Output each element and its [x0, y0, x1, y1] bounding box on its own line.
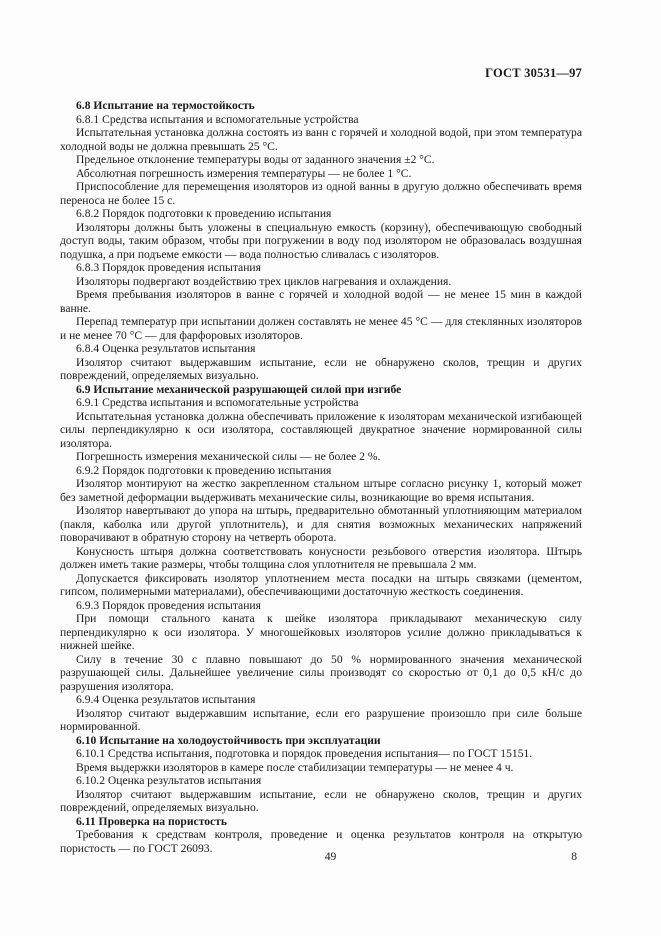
paragraph: Перепад температур при испытании должен составлять не менее 45 °С — для стеклянных изоляторов и не менее 70 °С — для фарфоровых изоляторов. [60, 315, 582, 342]
section-heading: 6.9 Испытание механической разрушающей силой при изгибе [76, 382, 402, 396]
section-heading: 6.11 Проверка на пористость [76, 814, 228, 828]
page-number: 49 [324, 850, 337, 863]
paragraph: Испытательная установка должна состоять из ванн с горячей и холодной водой, при этом температура холодной воды не должна превышать 25 °С. [60, 126, 582, 153]
paragraph: 6.10.1 Средства испытания, подготовка и порядок проведения испытания— по ГОСТ 15151. [76, 747, 533, 760]
paragraph: 6.10.2 Оценка результатов испытания [76, 774, 262, 787]
paragraph: Изолятор считают выдержавшим испытание, если не обнаружено сколов, трещин и других повреждений, определяемых визуально. [60, 355, 582, 382]
sheet-number: 8 [571, 850, 577, 863]
paragraph: Изоляторы должны быть уложены в специальную емкость (корзину), обеспечивающую свободный доступ воды, таким образом, чтобы при погружении в воду под изолятором не образовалась воздушная подушка, а при подъеме емкости — вода полностью сливалась с изоляторов. [60, 220, 582, 261]
paragraph: Изолятор считают выдержавшим испытание, если его разрушение произошло при силе больше нормированной. [60, 706, 582, 733]
document-code: ГОСТ 30531—97 [485, 66, 582, 80]
paragraph: Изолятор навертывают до упора на штырь, предварительно обмотанный уплотнияющим материалом (пакля, каболка или другой уплотнитель), и для снятия возможных механических напряжений поворачивают в обратную сторону на четверть оборота. [60, 504, 582, 544]
section-heading: 6.8 Испытание на термостойкость [76, 99, 255, 112]
paragraph: Предельное отклонение температуры воды от заданного значения ±2 °С. [76, 153, 435, 166]
paragraph: Приспособление для перемещения изоляторов из одной ванны в другую должно обеспечивать время переноса не более 15 с. [60, 180, 582, 207]
paragraph: 6.8.4 Оценка результатов испытания [76, 342, 256, 355]
paragraph: При помощи стального каната к шейке изолятора прикладывают механическую силу перпендикулярно к оси изолятора. У многошейковых изоляторов усилие должно прикладываться к нижней шейке. [60, 612, 582, 652]
paragraph: 6.9.4 Оценка результатов испытания [76, 693, 256, 706]
section-heading: 6.10 Испытание на холодоустойчивость при эксплуатации [76, 733, 381, 747]
paragraph: Время выдержки изоляторов в камере после стабилизации температуры — не менее 4 ч. [76, 760, 514, 774]
paragraph: Абсолютная погрешность измерения температуры — не более 1 °С. [76, 166, 412, 180]
paragraph: Конусность штыря должна соответствовать конусности резьбового отверстия изолятора. Штырь должен иметь такие размеры, чтобы толщина слоя уплотнителя не превышала 2 мм. [60, 544, 582, 571]
paragraph: Силу в течение 30 с плавно повышают до 50 % нормированного значения механической разрушающей силы. Дальнейшее увеличение силы производят со скоростью от 0,1 до 0,5 кН/с до разрушения изолятора. [60, 652, 582, 693]
paragraph: Время пребывания изоляторов в ванне с горячей и холодной водой — не менее 15 мин в каждой ванне. [60, 288, 582, 315]
paragraph: 6.9.2 Порядок подготовки к проведению испытания [76, 463, 332, 477]
paragraph: 6.8.2 Порядок подготовки к проведению испытания [76, 207, 332, 220]
paragraph: Изолятор монтируют на жестко закрепленном стальном штыре согласно рисунку 1, который может без заметной деформации выдерживать механические силы, возникающие во время испытания. [60, 477, 582, 504]
paragraph: 6.8.3 Порядок проведения испытания [76, 261, 261, 274]
document-body [60, 99, 582, 855]
paragraph: Изоляторы подвергают воздействию трех циклов нагревания и охлаждения. [76, 274, 452, 288]
paragraph: 6.8.1 Средства испытания и вспомогательные устройства [76, 112, 359, 126]
paragraph: 6.9.3 Порядок проведения испытания [76, 598, 261, 612]
paragraph: Погрешность измерения механической силы — не более 2 %. [76, 450, 381, 463]
paragraph: 6.9.1 Средства испытания и вспомогательные устройства [76, 396, 359, 409]
paragraph: Изолятор считают выдержавшим испытание, если не обнаружено сколов, трещин и других повреждений, определяемых визуально. [60, 787, 582, 814]
paragraph: Испытательная установка должна обеспечивать приложение к изоляторам механической изгибающей силы перпендикулярно к оси изолятора, составляющей двукратное значение нормированной силы изолятора. [60, 409, 582, 450]
paragraph: Допускается фиксировать изолятор уплотнением места посадки на штырь связками (цементом, гипсом, полимерными материалами), обеспечивающими достаточную жесткость соединения. [60, 571, 582, 598]
paragraph: Требования к средствам контроля, проведение и оценка результатов контроля на открытую пористость — по ГОСТ 26093. [60, 828, 582, 855]
